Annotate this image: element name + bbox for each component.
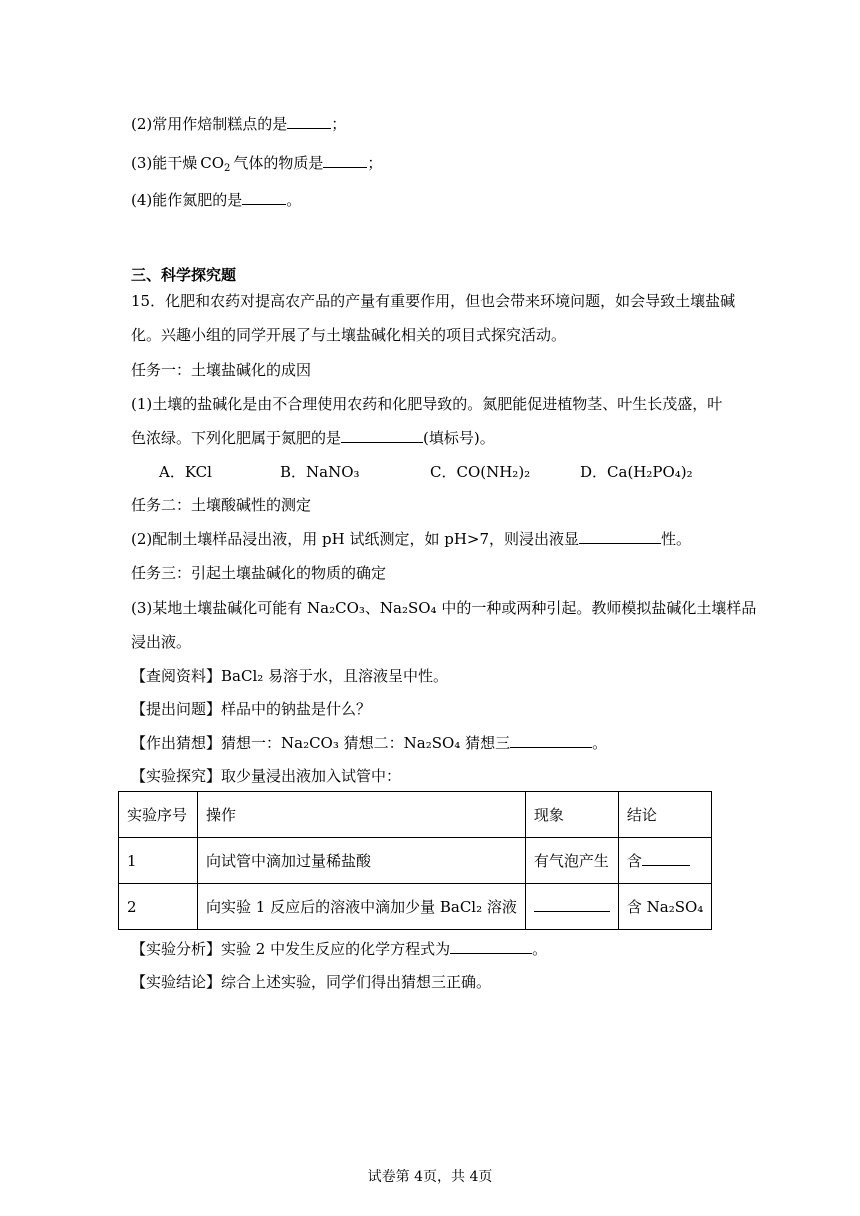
task-heading: 任务一：土壤盐碱化的成因 (131, 361, 312, 379)
table-cell: 含 (618, 838, 711, 884)
table-cell: 有气泡产生 (525, 838, 618, 884)
header-cell: 操作 (198, 792, 526, 838)
option-b[interactable]: B．NaNO₃ (280, 463, 360, 481)
answer-blank[interactable] (242, 190, 286, 205)
q2-text: (2)常用作焙制糕点的是 (131, 115, 288, 133)
header-cell: 实验序号 (119, 792, 198, 838)
answer-blank[interactable] (450, 939, 532, 954)
question-4: (4)能作氮肥的是 。 (131, 191, 302, 209)
answer-blank[interactable] (534, 897, 610, 912)
table-cell: 1 (119, 838, 198, 884)
table-cell: 含 Na₂SO₄ (618, 884, 711, 930)
answer-blank[interactable] (287, 114, 331, 129)
table-row (119, 838, 712, 884)
answer-blank[interactable] (642, 851, 690, 866)
table-row (119, 884, 712, 930)
section-title: 三、科学探究题 (131, 266, 237, 284)
answer-blank[interactable] (579, 529, 661, 544)
experiment-table (118, 791, 712, 930)
header-cell: 结论 (618, 792, 711, 838)
paragraph: (1)土壤的盐碱化是由不合理使用农药和化肥导致的。氮肥能促进植物茎、叶生长茂盛，叶 (131, 395, 723, 413)
analysis: 【实验分析】实验 2 中发生反应的化学方程式为 。 (131, 940, 548, 958)
paragraph: 浸出液。 (131, 633, 192, 651)
question-prompt: 【提出问题】样品中的钠盐是什么？ (131, 700, 372, 718)
answer-blank[interactable] (341, 428, 423, 443)
answer-blank[interactable] (323, 153, 367, 168)
explore: 【实验探究】取少量浸出液加入试管中： (131, 767, 402, 785)
table-header-row (119, 792, 712, 838)
paragraph: (3)某地土壤盐碱化可能有 Na₂CO₃、Na₂SO₄ 中的一种或两种引起。教师模拟盐碱化土壤样品 (131, 599, 757, 617)
option-a[interactable]: A．KCl (159, 463, 212, 481)
paragraph: (2)配制土壤样品浸出液，用 pH 试纸测定，如 pH>7，则浸出液显 性。 (131, 530, 692, 548)
reference: 【查阅资料】BaCl₂ 易溶于水，且溶液呈中性。 (131, 667, 449, 685)
conclusion: 【实验结论】综合上述实验，同学们得出猜想三正确。 (131, 973, 492, 991)
table-cell: 向实验 1 反应后的溶液中滴加少量 BaCl₂ 溶液 (198, 884, 526, 930)
paragraph: 化。兴趣小组的同学开展了与土壤盐碱化相关的项目式探究活动。 (131, 326, 567, 344)
question-2: (2)常用作焙制糕点的是 ； (131, 115, 347, 133)
answer-blank[interactable] (510, 733, 592, 748)
paragraph: 15．化肥和农药对提高农产品的产量有重要作用，但也会带来环境问题，如会导致土壤盐碱 (131, 292, 736, 310)
page-footer: 试卷第 4页，共 4页 (367, 1169, 493, 1185)
question-3: (3)能干燥 $CO_2$ 气体的物质是 ； (131, 154, 383, 174)
hypothesis: 【作出猜想】猜想一：Na₂CO₃ 猜想二：Na₂SO₄ 猜想三 。 (131, 734, 608, 752)
table-cell: 2 (119, 884, 198, 930)
table-cell (525, 884, 618, 930)
option-d[interactable]: D．Ca(H₂PO₄)₂ (580, 463, 693, 481)
header-cell: 现象 (525, 792, 618, 838)
option-c[interactable]: C．CO(NH₂)₂ (430, 463, 531, 481)
task-heading: 任务三：引起土壤盐碱化的物质的确定 (131, 564, 387, 582)
table-cell: 向试管中滴加过量稀盐酸 (198, 838, 526, 884)
task-heading: 任务二：土壤酸碱性的测定 (131, 496, 312, 514)
paragraph: 色浓绿。下列化肥属于氮肥的是 (填标号)。 (131, 429, 495, 447)
